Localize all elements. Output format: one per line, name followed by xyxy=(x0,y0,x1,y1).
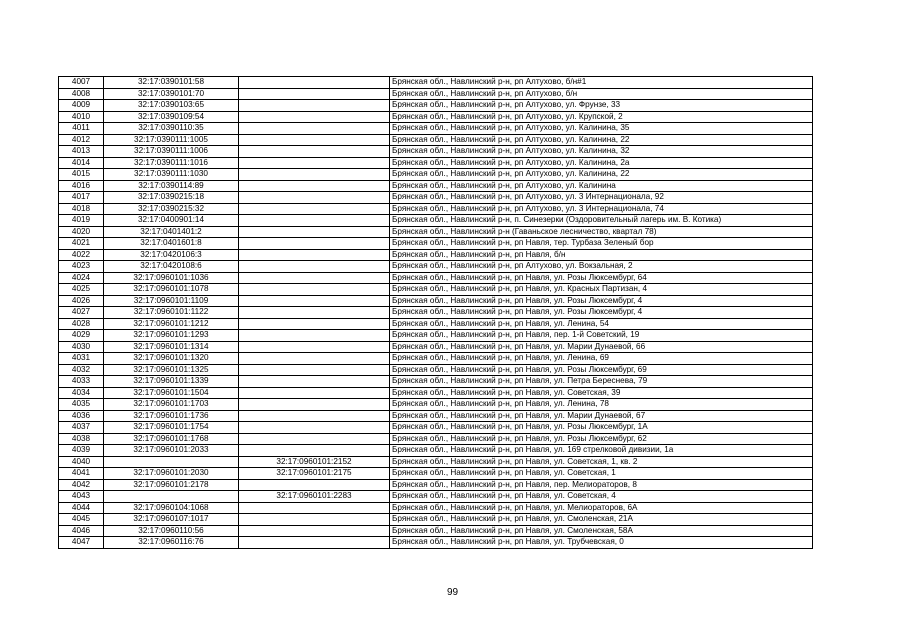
related-cadastral-number-cell xyxy=(239,364,390,376)
cadastral-number-cell: 32:17:0960101:1122 xyxy=(104,307,239,319)
address-cell: Брянская обл., Навлинский р-н, рп Алтухово, ул. Крупской, 2 xyxy=(390,111,813,123)
row-number-cell: 4016 xyxy=(59,180,104,192)
cadastral-number-cell: 32:17:0420106:3 xyxy=(104,249,239,261)
row-number-cell: 4012 xyxy=(59,134,104,146)
table-row xyxy=(59,422,813,434)
related-cadastral-number-cell xyxy=(239,479,390,491)
related-cadastral-number-cell xyxy=(239,192,390,204)
table-row xyxy=(59,330,813,342)
cadastral-number-cell: 32:17:0960101:1504 xyxy=(104,387,239,399)
table-row xyxy=(59,307,813,319)
row-number-cell: 4039 xyxy=(59,445,104,457)
table-row xyxy=(59,146,813,158)
cadastral-number-cell: 32:17:0390215:18 xyxy=(104,192,239,204)
related-cadastral-number-cell xyxy=(239,514,390,526)
table-row xyxy=(59,123,813,135)
address-cell: Брянская обл., Навлинский р-н, рп Навля, ул. Ленина, 69 xyxy=(390,353,813,365)
table-row xyxy=(59,111,813,123)
row-number-cell: 4007 xyxy=(59,77,104,89)
row-number-cell: 4036 xyxy=(59,410,104,422)
address-cell: Брянская обл., Навлинский р-н, рп Алтухово, б/н xyxy=(390,88,813,100)
row-number-cell: 4010 xyxy=(59,111,104,123)
cadastral-number-cell: 32:17:0960107:1017 xyxy=(104,514,239,526)
cadastral-number-cell: 32:17:0401401:2 xyxy=(104,226,239,238)
related-cadastral-number-cell xyxy=(239,146,390,158)
cadastral-number-cell: 32:17:0960101:1754 xyxy=(104,422,239,434)
table-row xyxy=(59,180,813,192)
document-table xyxy=(58,76,813,549)
row-number-cell: 4011 xyxy=(59,123,104,135)
address-cell: Брянская обл., Навлинский р-н, рп Навля, ул. Марии Дунаевой, 67 xyxy=(390,410,813,422)
cadastral-number-cell: 32:17:0960101:1736 xyxy=(104,410,239,422)
address-cell: Брянская обл., Навлинский р-н, рп Навля, ул. Советская, 1 xyxy=(390,468,813,480)
cadastral-number-cell: 32:17:0960101:1325 xyxy=(104,364,239,376)
address-cell: Брянская обл., Навлинский р-н, рп Алтухово, ул. Калинина, 35 xyxy=(390,123,813,135)
table-row xyxy=(59,134,813,146)
address-cell: Брянская обл., Навлинский р-н, рп Алтухово, ул. Калинина, 32 xyxy=(390,146,813,158)
cadastral-number-cell: 32:17:0390111:1030 xyxy=(104,169,239,181)
table-row xyxy=(59,157,813,169)
related-cadastral-number-cell xyxy=(239,376,390,388)
related-cadastral-number-cell xyxy=(239,88,390,100)
row-number-cell: 4008 xyxy=(59,88,104,100)
cadastral-number-cell: 32:17:0960101:1320 xyxy=(104,353,239,365)
related-cadastral-number-cell xyxy=(239,307,390,319)
related-cadastral-number-cell xyxy=(239,134,390,146)
address-cell: Брянская обл., Навлинский р-н, рп Алтухово, ул. Вокзальная, 2 xyxy=(390,261,813,273)
address-cell: Брянская обл., Навлинский р-н, рп Навля, ул. Ленина, 78 xyxy=(390,399,813,411)
row-number-cell: 4028 xyxy=(59,318,104,330)
table-row xyxy=(59,88,813,100)
cadastral-number-cell: 32:17:0960101:1078 xyxy=(104,284,239,296)
row-number-cell: 4024 xyxy=(59,272,104,284)
address-cell: Брянская обл., Навлинский р-н, рп Алтухово, ул. 3 Интернационала, 74 xyxy=(390,203,813,215)
address-cell: Брянская обл., Навлинский р-н, рп Навля, ул. Советская, 1, кв. 2 xyxy=(390,456,813,468)
table-row xyxy=(59,77,813,89)
table-row xyxy=(59,387,813,399)
related-cadastral-number-cell xyxy=(239,100,390,112)
cadastral-number-cell: 32:17:0960110:56 xyxy=(104,525,239,537)
table-row xyxy=(59,261,813,273)
related-cadastral-number-cell xyxy=(239,341,390,353)
table-row xyxy=(59,192,813,204)
related-cadastral-number-cell xyxy=(239,502,390,514)
address-cell: Брянская обл., Навлинский р-н, рп Навля, ул. Ленина, 54 xyxy=(390,318,813,330)
related-cadastral-number-cell: 32:17:0960101:2283 xyxy=(239,491,390,503)
table-row xyxy=(59,433,813,445)
address-cell: Брянская обл., Навлинский р-н (Гаваньское лесничество, квартал 78) xyxy=(390,226,813,238)
address-cell: Брянская обл., Навлинский р-н, рп Алтухово, ул. Калинина, 2а xyxy=(390,157,813,169)
related-cadastral-number-cell xyxy=(239,433,390,445)
row-number-cell: 4030 xyxy=(59,341,104,353)
row-number-cell: 4045 xyxy=(59,514,104,526)
row-number-cell: 4021 xyxy=(59,238,104,250)
cadastral-number-cell: 32:17:0960104:1068 xyxy=(104,502,239,514)
row-number-cell: 4026 xyxy=(59,295,104,307)
table-row xyxy=(59,238,813,250)
related-cadastral-number-cell xyxy=(239,284,390,296)
cadastral-number-cell xyxy=(104,491,239,503)
row-number-cell: 4020 xyxy=(59,226,104,238)
address-cell: Брянская обл., Навлинский р-н, рп Навля, ул. Мелиораторов, 6А xyxy=(390,502,813,514)
related-cadastral-number-cell: 32:17:0960101:2152 xyxy=(239,456,390,468)
cadastral-number-cell: 32:17:0960101:1036 xyxy=(104,272,239,284)
related-cadastral-number-cell xyxy=(239,410,390,422)
related-cadastral-number-cell xyxy=(239,318,390,330)
address-cell: Брянская обл., Навлинский р-н, рп Навля, ул. Розы Люксембург, 64 xyxy=(390,272,813,284)
cadastral-number-cell: 32:17:0401601:8 xyxy=(104,238,239,250)
related-cadastral-number-cell xyxy=(239,261,390,273)
cadastral-number-cell: 32:17:0960101:1212 xyxy=(104,318,239,330)
cadastral-number-cell: 32:17:0960101:2030 xyxy=(104,468,239,480)
cadastral-number-cell: 32:17:0390101:58 xyxy=(104,77,239,89)
related-cadastral-number-cell xyxy=(239,180,390,192)
address-cell: Брянская обл., Навлинский р-н, рп Навля, ул. Розы Люксембург, 4 xyxy=(390,307,813,319)
table-row xyxy=(59,203,813,215)
cadastral-number-cell: 32:17:0390215:32 xyxy=(104,203,239,215)
row-number-cell: 4033 xyxy=(59,376,104,388)
row-number-cell: 4015 xyxy=(59,169,104,181)
row-number-cell: 4047 xyxy=(59,537,104,549)
related-cadastral-number-cell xyxy=(239,399,390,411)
row-number-cell: 4040 xyxy=(59,456,104,468)
row-number-cell: 4009 xyxy=(59,100,104,112)
address-cell: Брянская обл., Навлинский р-н, рп Навля, ул. Смоленская, 58А xyxy=(390,525,813,537)
table-row xyxy=(59,226,813,238)
related-cadastral-number-cell xyxy=(239,203,390,215)
cadastral-number-cell: 32:17:0390111:1005 xyxy=(104,134,239,146)
related-cadastral-number-cell xyxy=(239,537,390,549)
row-number-cell: 4029 xyxy=(59,330,104,342)
cadastral-number-cell: 32:17:0960101:1768 xyxy=(104,433,239,445)
row-number-cell: 4013 xyxy=(59,146,104,158)
address-cell: Брянская обл., Навлинский р-н, рп Алтухово, ул. Калинина xyxy=(390,180,813,192)
row-number-cell: 4023 xyxy=(59,261,104,273)
table-row xyxy=(59,376,813,388)
address-cell: Брянская обл., Навлинский р-н, рп Алтухово, ул. Калинина, 22 xyxy=(390,169,813,181)
cadastral-number-cell xyxy=(104,456,239,468)
cadastral-number-cell: 32:17:0390109:54 xyxy=(104,111,239,123)
table-body xyxy=(59,77,813,549)
cadastral-number-cell: 32:17:0400901:14 xyxy=(104,215,239,227)
address-cell: Брянская обл., Навлинский р-н, рп Навля, ул. Советская, 4 xyxy=(390,491,813,503)
table-row xyxy=(59,353,813,365)
cadastral-number-cell: 32:17:0960101:1703 xyxy=(104,399,239,411)
related-cadastral-number-cell xyxy=(239,525,390,537)
related-cadastral-number-cell xyxy=(239,249,390,261)
cadastral-number-cell: 32:17:0960101:2033 xyxy=(104,445,239,457)
row-number-cell: 4018 xyxy=(59,203,104,215)
row-number-cell: 4027 xyxy=(59,307,104,319)
address-cell: Брянская обл., Навлинский р-н, рп Навля, тер. Турбаза Зеленый бор xyxy=(390,238,813,250)
table-row xyxy=(59,525,813,537)
cadastral-number-cell: 32:17:0390101:70 xyxy=(104,88,239,100)
row-number-cell: 4043 xyxy=(59,491,104,503)
row-number-cell: 4017 xyxy=(59,192,104,204)
table-row xyxy=(59,491,813,503)
address-cell: Брянская обл., Навлинский р-н, рп Навля, пер. 1-й Советский, 19 xyxy=(390,330,813,342)
address-cell: Брянская обл., Навлинский р-н, рп Навля, ул. Советская, 39 xyxy=(390,387,813,399)
address-cell: Брянская обл., Навлинский р-н, рп Навля, ул. 169 стрелковой дивизии, 1а xyxy=(390,445,813,457)
address-cell: Брянская обл., Навлинский р-н, рп Навля, ул. Красных Партизан, 4 xyxy=(390,284,813,296)
address-cell: Брянская обл., Навлинский р-н, рп Навля, ул. Петра Береснева, 79 xyxy=(390,376,813,388)
related-cadastral-number-cell xyxy=(239,445,390,457)
row-number-cell: 4014 xyxy=(59,157,104,169)
cadastral-number-cell: 32:17:0960101:1314 xyxy=(104,341,239,353)
address-cell: Брянская обл., Навлинский р-н, рп Навля, ул. Трубчевская, 0 xyxy=(390,537,813,549)
related-cadastral-number-cell xyxy=(239,387,390,399)
table-row xyxy=(59,215,813,227)
row-number-cell: 4044 xyxy=(59,502,104,514)
row-number-cell: 4032 xyxy=(59,364,104,376)
table-row xyxy=(59,479,813,491)
cadastral-number-cell: 32:17:0960101:1293 xyxy=(104,330,239,342)
cadastral-number-cell: 32:17:0390111:1006 xyxy=(104,146,239,158)
address-cell: Брянская обл., Навлинский р-н, п. Синезерки (Оздоровительный лагерь им. В. Котика) xyxy=(390,215,813,227)
table-row xyxy=(59,249,813,261)
row-number-cell: 4025 xyxy=(59,284,104,296)
address-cell: Брянская обл., Навлинский р-н, рп Навля, ул. Смоленская, 21А xyxy=(390,514,813,526)
table-row xyxy=(59,399,813,411)
cadastral-number-cell: 32:17:0960116:76 xyxy=(104,537,239,549)
cadastral-number-cell: 32:17:0390114:89 xyxy=(104,180,239,192)
related-cadastral-number-cell xyxy=(239,295,390,307)
table-row xyxy=(59,502,813,514)
table-row xyxy=(59,341,813,353)
address-cell: Брянская обл., Навлинский р-н, рп Навля, б/н xyxy=(390,249,813,261)
address-cell: Брянская обл., Навлинский р-н, рп Алтухово, б/н#1 xyxy=(390,77,813,89)
cadastral-number-cell: 32:17:0960101:1339 xyxy=(104,376,239,388)
table-row xyxy=(59,537,813,549)
row-number-cell: 4041 xyxy=(59,468,104,480)
row-number-cell: 4037 xyxy=(59,422,104,434)
cadastral-number-cell: 32:17:0960101:1109 xyxy=(104,295,239,307)
table-row xyxy=(59,456,813,468)
table-row xyxy=(59,284,813,296)
address-cell: Брянская обл., Навлинский р-н, рп Навля, пер. Мелиораторов, 8 xyxy=(390,479,813,491)
related-cadastral-number-cell xyxy=(239,77,390,89)
table-row xyxy=(59,514,813,526)
table-row xyxy=(59,169,813,181)
row-number-cell: 4035 xyxy=(59,399,104,411)
row-number-cell: 4046 xyxy=(59,525,104,537)
address-cell: Брянская обл., Навлинский р-н, рп Алтухово, ул. 3 Интернационала, 92 xyxy=(390,192,813,204)
address-cell: Брянская обл., Навлинский р-н, рп Навля, ул. Розы Люксембург, 69 xyxy=(390,364,813,376)
related-cadastral-number-cell xyxy=(239,111,390,123)
cadastral-number-cell: 32:17:0390110:35 xyxy=(104,123,239,135)
address-cell: Брянская обл., Навлинский р-н, рп Навля, ул. Марии Дунаевой, 66 xyxy=(390,341,813,353)
row-number-cell: 4022 xyxy=(59,249,104,261)
row-number-cell: 4034 xyxy=(59,387,104,399)
row-number-cell: 4038 xyxy=(59,433,104,445)
table-row xyxy=(59,410,813,422)
address-cell: Брянская обл., Навлинский р-н, рп Алтухово, ул. Фрунзе, 33 xyxy=(390,100,813,112)
address-cell: Брянская обл., Навлинский р-н, рп Навля, ул. Розы Люксембург, 62 xyxy=(390,433,813,445)
related-cadastral-number-cell xyxy=(239,123,390,135)
table-row xyxy=(59,318,813,330)
row-number-cell: 4042 xyxy=(59,479,104,491)
related-cadastral-number-cell xyxy=(239,330,390,342)
page-number: 99 xyxy=(446,587,459,598)
related-cadastral-number-cell xyxy=(239,272,390,284)
related-cadastral-number-cell xyxy=(239,353,390,365)
cadastral-number-cell: 32:17:0960101:2178 xyxy=(104,479,239,491)
row-number-cell: 4019 xyxy=(59,215,104,227)
related-cadastral-number-cell xyxy=(239,226,390,238)
related-cadastral-number-cell xyxy=(239,215,390,227)
table-row xyxy=(59,445,813,457)
address-cell: Брянская обл., Навлинский р-н, рп Алтухово, ул. Калинина, 22 xyxy=(390,134,813,146)
table-row xyxy=(59,468,813,480)
cadastral-number-cell: 32:17:0390111:1016 xyxy=(104,157,239,169)
table-row xyxy=(59,364,813,376)
related-cadastral-number-cell: 32:17:0960101:2175 xyxy=(239,468,390,480)
address-cell: Брянская обл., Навлинский р-н, рп Навля, ул. Розы Люксембург, 1А xyxy=(390,422,813,434)
related-cadastral-number-cell xyxy=(239,157,390,169)
cadastral-number-cell: 32:17:0420108:6 xyxy=(104,261,239,273)
related-cadastral-number-cell xyxy=(239,238,390,250)
address-cell: Брянская обл., Навлинский р-н, рп Навля, ул. Розы Люксембург, 4 xyxy=(390,295,813,307)
related-cadastral-number-cell xyxy=(239,169,390,181)
table-row xyxy=(59,295,813,307)
row-number-cell: 4031 xyxy=(59,353,104,365)
table-row xyxy=(59,100,813,112)
cadastral-number-cell: 32:17:0390103:65 xyxy=(104,100,239,112)
related-cadastral-number-cell xyxy=(239,422,390,434)
table-row xyxy=(59,272,813,284)
